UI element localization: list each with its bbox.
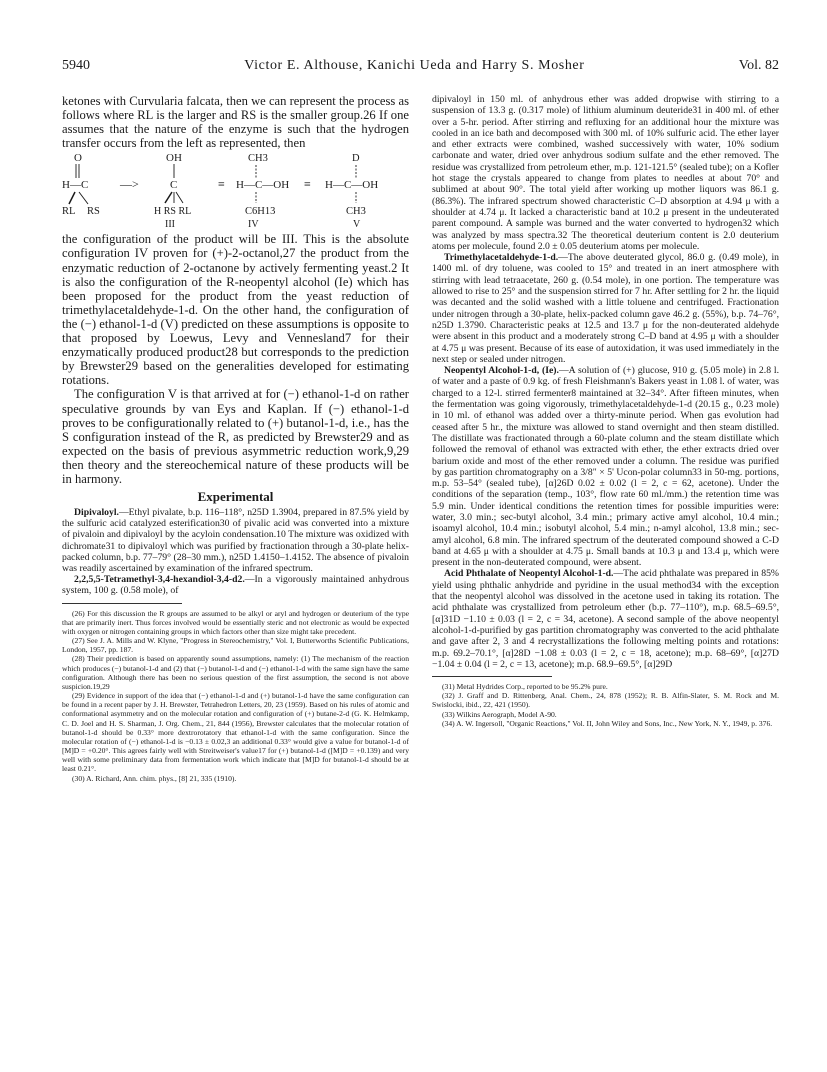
- footnote-27: (27) See J. A. Mills and W. Klyne, "Progress in Stereochemistry," Vol. I, Butterworths Scientific Publications, London, 1957, pp. 187.: [62, 636, 409, 655]
- footnote-rule-right: [432, 676, 552, 677]
- two-column-body: [62, 94, 779, 783]
- footnote-26: (26) For this discussion the R groups are assumed to be alkyl or aryl and hydrogen or deuterium of the type that are primarily inert. Thus forces involved would be essentially steric and not electronic as would be expected with oxygen or nitrogen containing groups in which factors other than size might take precedent.: [62, 608, 409, 636]
- scheme-mid-c: C: [170, 179, 178, 192]
- scheme-mid-oh: OH: [166, 152, 182, 165]
- scheme-c3-bot: C6H13: [245, 206, 276, 218]
- scheme-left-h: H—C: [62, 179, 89, 192]
- discussion-paragraph-1: the configuration of the product will be III. This is the absolute configuration IV proven for (+)-2-octanol,27 the product from the enzymatic reduction of 2-octanone by actively fermenting yeast.2 It is also the configuration of the R-neopentyl alcohol (Ie) which has been proposed for the product from the yeast reduction of trimethylacetaldehyde-1-d. On the other hand, the configuration of the (−) ethanol-1-d (V) predicted on these assumptions is opposite to that proposed by Loewus, Levy and Vennesland7 for their enzymatically produced product28 but corresponds to the prediction by Brewster29 based on the generalities developed for estimating rotations.: [62, 232, 409, 388]
- scheme-mid-substituents: H RS RL: [154, 206, 192, 218]
- reaction-scheme: [62, 150, 409, 232]
- dipivaloyl-title: Dipivaloyl.: [74, 507, 119, 519]
- phthalate-title: Acid Phthalate of Neopentyl Alcohol-1-d.: [444, 568, 614, 580]
- footnote-rule-left: [62, 603, 182, 604]
- scheme-bond-rl: [69, 192, 75, 204]
- scheme-mid-bond-c: [176, 192, 183, 203]
- running-authors: Victor E. Althouse, Kanichi Ueda and Harry S. Mosher: [244, 58, 585, 73]
- footnotes-right: [432, 682, 779, 728]
- scheme-bond-rs: [79, 192, 88, 204]
- experimental-acid-phthalate: [432, 568, 779, 670]
- discussion-paragraph-2: The configuration V is that arrived at for (−) ethanol-1-d on rather speculative grounds by van Eys and Kaplan. If (−) ethanol-1-d proves to be configurationally related to (+) butanol-1-d, i.e., has the S configuration instead of the R, as predicted by Brewster29 and as expected on the basis of previous asymmetric reduction work,9,29 then theory and the stereochemical nature of these products will be in harmony.: [62, 387, 409, 486]
- dipivaloyl-body: —Ethyl pivalate, b.p. 116–118°, n25D 1.3904, prepared in 87.5% yield by the sulfuric acid catalyzed esterification30 of pivalic acid was converted into a mixture of pivaloin and dipivaloyl by the acyloin condensation.10 The mixture was oxidized with dichromate31 to dipivaloyl which was purified by fractionation through a 30-plate helix-packed column, b.p. 77–79° (28–30 mm.), n25D 1.4150–1.4152. The absence of pivaloin was readily ascertained by examination of the infrared spectrum.: [62, 507, 409, 575]
- experimental-dipivaloyl: [62, 507, 409, 574]
- aldehyde-title: Trimethylacetaldehyde-1-d.: [444, 252, 559, 264]
- scheme-roman-4: IV: [248, 219, 259, 231]
- scheme-arrow: —>: [120, 177, 139, 192]
- scheme-roman-3: III: [165, 219, 175, 231]
- scheme-left-o: O: [74, 152, 82, 165]
- footnote-30: (30) A. Richard, Ann. chim. phys., [8] 21, 335 (1910).: [72, 773, 237, 783]
- page-number: 5940: [62, 58, 90, 73]
- footnote-28: (28) Their prediction is based on apparently sound assumptions, namely: (1) The mechanism of the reaction which produces (−) butanol-1-d and (2) that (−) butanol-1-d and (−) ethanol-1-d with the same sign have the same configuration. Although there has been no serious question of the first assumption, the second is not above suspicion.19,29: [62, 654, 409, 691]
- experimental-continued: dipivaloyl in 150 ml. of anhydrous ether was added dropwise with stirring to a suspension of 13.3 g. (0.317 mole) of lithium aluminum deuteride31 in 400 ml. of ether over a 5-hr. period. After stirring and refluxing for an additional hour the mixture was cooled in an ice bath and decomposed with 300 ml. of 10% sulfuric acid. The ether layer and ether extracts were combined, washed successively with water, 10% sodium carbonate and water, dried over anhydrous sodium sulfate and the ether removed. The residue was crystallized from petroleum ether, m.p. 121-121.5° (sealed tube); on a Kofler hot stage the crystals appeared to change from plates to needles at about 70° and sublimed at about 90°. The total yield after working up mother liquors was 86.1 g. (86.3%). The infrared spectrum showed characteristic C–D absorption at 4.94 μ with a shoulder at 4.74 μ. It lacked a characteristic band at 10.2 μ present in the undeuterated parent compound. A sample was burned and the water converted to hydrogen32 which was analyzed by mass spectra.32 The theoretical deuterium content is 2.0 deuterium atoms per molecule, found 2.0 ± 0.05 deuterium atoms per molecule.: [432, 94, 779, 252]
- footnote-33: (33) Wilkins Aerograph, Model A-90.: [442, 709, 557, 719]
- right-column: [432, 94, 779, 783]
- scheme-c4-bot: CH3: [346, 206, 366, 218]
- aldehyde-body: —The above deuterated glycol, 86.0 g. (0.49 mole), in 1400 ml. of dry toluene, was cooled to 15° and treated in an inert atmosphere with stirring with lead tetraacetate, 260 g. (0.54 mole), in one portion. The temperature was allowed to rise to 25° and the suspension stirred for 7 hr. After settling for 2 hr. the liquid was decanted and the solid washed with a little toluene and centrifuged. Fractionation under nitrogen through a 30-plate, helix-packed column gave 46.2 g. (55%), b.p. 74–76°, n25D 1.3790. Characteristic peaks at 12.5 and 13.7 μ for the non-deuterated aldehyde were absent in this product and a moderately strong C–D band at 4.95 μ with a shoulder at 4.75 μ was present. Because of its ease of autoxidation, it was used immediately in the next step or sealed under nitrogen.: [432, 252, 779, 365]
- hexandiol-body: —In a vigorously maintained anhydrous system, 100 g. (0.58 mole), of: [62, 574, 409, 597]
- scheme-c4-mid: H—C—OH: [325, 179, 379, 192]
- volume-label: Vol. 82: [738, 58, 779, 73]
- neopentyl-body: —A solution of (+) glucose, 910 g. (5.05 mole) in 2.8 l. of water and a paste of 0.9 kg. of fresh Fleishmann's Bakers yeast in 1.08 l. of water, was charged to a 12-l. stirred fermenter8 maintained at 32–34°. After fifteen minutes, when the fermentation was going vigorously, trimethylacetaldehyde-1-d (20.15 g., 0.23 mole) in 10 ml. of ethanol was added over a thirty-minute period. When gas evolution had ceased after 5 hr., the mixture was allowed to stand overnight and then steam distilled. The distillate was fractionated through a 60-plate column and the steam distillate which followed the removal of ethanol was extracted with ether, the ether extracts dried over barium oxide and most of the ether removed under a column. The residue was purified by gas partition chromatography on a 3/8" × 5' Ucon-polar column33 in 50-mg. portions, m.p. 53–54° (sealed tube), [α]26D 0.02 ± 0.02 (l = 2, c = 62, acetone). Under the conditions of the separation (temp., 103°, flow rate 60 ml./mm.) the retention time was 5.9 min. Under identical conditions the retention times for possible impurities were: water, 3.0 min.; sec-butyl alcohol, 3.4 min.; primary active amyl alcohol, 10.4 min.; isoamyl alcohol, 10.4 min.; isobutyl alcohol, 5.4 min.; n-amyl alcohol, 13.8 min.; sec-amyl alcohol, 6.8 min. The infrared spectrum of the deuterated compound showed a C-D band at 4.65 μ with a shoulder at 4.75 μ. Small bands at 10.3 μ and 13.4 μ, which were present in the non-deuterated compound, were absent.: [432, 365, 779, 569]
- scheme-c3-mid: H—C—OH: [236, 179, 290, 192]
- scheme-left-rl: RL: [62, 206, 76, 218]
- experimental-neopentyl-alcohol: [432, 365, 779, 568]
- footnotes-left: [62, 609, 409, 783]
- scheme-equiv-1: ≡: [218, 177, 225, 192]
- scheme-roman-5: V: [353, 219, 361, 231]
- footnote-31: (31) Metal Hydrides Corp., reported to be 95.2% pure.: [442, 682, 608, 692]
- footnote-34: (34) A. W. Ingersoll, "Organic Reactions," Vol. II, John Wiley and Sons, Inc., New York, N. Y., 1949, p. 376.: [442, 718, 773, 728]
- experimental-aldehyde: [432, 252, 779, 365]
- scheme-equiv-2: ≡: [304, 177, 311, 192]
- experimental-hexandiol: [62, 574, 409, 596]
- footnote-32: (32) J. Graff and D. Rittenberg, Anal. Chem., 24, 878 (1952); R. B. Alfin-Slater, S. M. Rock and M. Swislocki, ibid., 22, 421 (1950).: [432, 691, 779, 710]
- phthalate-body: —The acid phthalate was prepared in 85% yield using phthalic anhydride and pyridine in the usual method34 with the exception that the neopentyl alcohol was dissolved in the acetone used in taking its rotation. The acid phthalate was crystallized from petroleum ether (b.p. 77–110°), m.p. 68.5–69.5°, [α]31D −1.10 ± 0.03 (l = 2, c = 34, acetone). A second sample of the above neopentyl alcohol-1-d-purified by gas partition chromatography was converted to the acid phthalate and gave after 2, 3 and 4 recrystallizations the following melting points and rotations: m.p. 69.2–70.1°, [α]28D −1.08 ± 0.03 (l = 2, c = 18, acetone); m.p. 68–69°, [α]27D −1.04 ± 0.04 (l = 2, c = 13, acetone); m.p. 68.9–69.5°, [α]29D: [432, 568, 779, 670]
- left-column: [62, 94, 409, 783]
- intro-paragraph: ketones with Curvularia falcata, then we can represent the process as follows where RL is the larger and RS is the smaller group.26 If one assumes that the nature of the enzyme is such that the hydrogen transfer occurs from the left as represented, then: [62, 94, 409, 151]
- running-header: [62, 58, 779, 74]
- scheme-left-rs: RS: [87, 206, 100, 218]
- hexandiol-title: 2,2,5,5-Tetramethyl-3,4-hexandiol-3,4-d2.: [74, 574, 245, 586]
- neopentyl-title: Neopentyl Alcohol-1-d, (Ie).: [444, 365, 559, 377]
- footnote-29: (29) Evidence in support of the idea that (−) ethanol-1-d and (+) butanol-1-d have the same configuration can be found in a recent paper by J. H. Brewster, Tetrahedron Letters, 20, 23 (1959). Based on his rules of atomic and conformational asymmetry and on the molecular rotation and configuration of (+) butane-2-d (G. K. Helmkamp, C. D. Joel and H. S. Sharman, J. Org. Chem., 21, 844 (1956), Brewster calculates that the molecular rotation of butanol-1-d should be 0.33° more dextrorotatory that ethanol-1-d with the same configuration. Since the molecular rotation of (−) ethanol-1-d is −0.13 ± 0.02,3 an additional 0.33° would give a value for butanol-1-d of [M]D = +0.20°. This agrees fairly well with Streitweiser's value17 for (+) butanol-1-d ([M]D = +0.139) and very well with some preliminary data from fermentation work which indicate that [M]D for butanol-1-d should be at least 0.21°.: [62, 691, 409, 774]
- scheme-mid-bond-a: [165, 192, 172, 203]
- experimental-heading: Experimental: [197, 489, 274, 505]
- scheme-c4-top: D: [352, 153, 360, 165]
- scheme-c3-top: CH3: [248, 153, 268, 165]
